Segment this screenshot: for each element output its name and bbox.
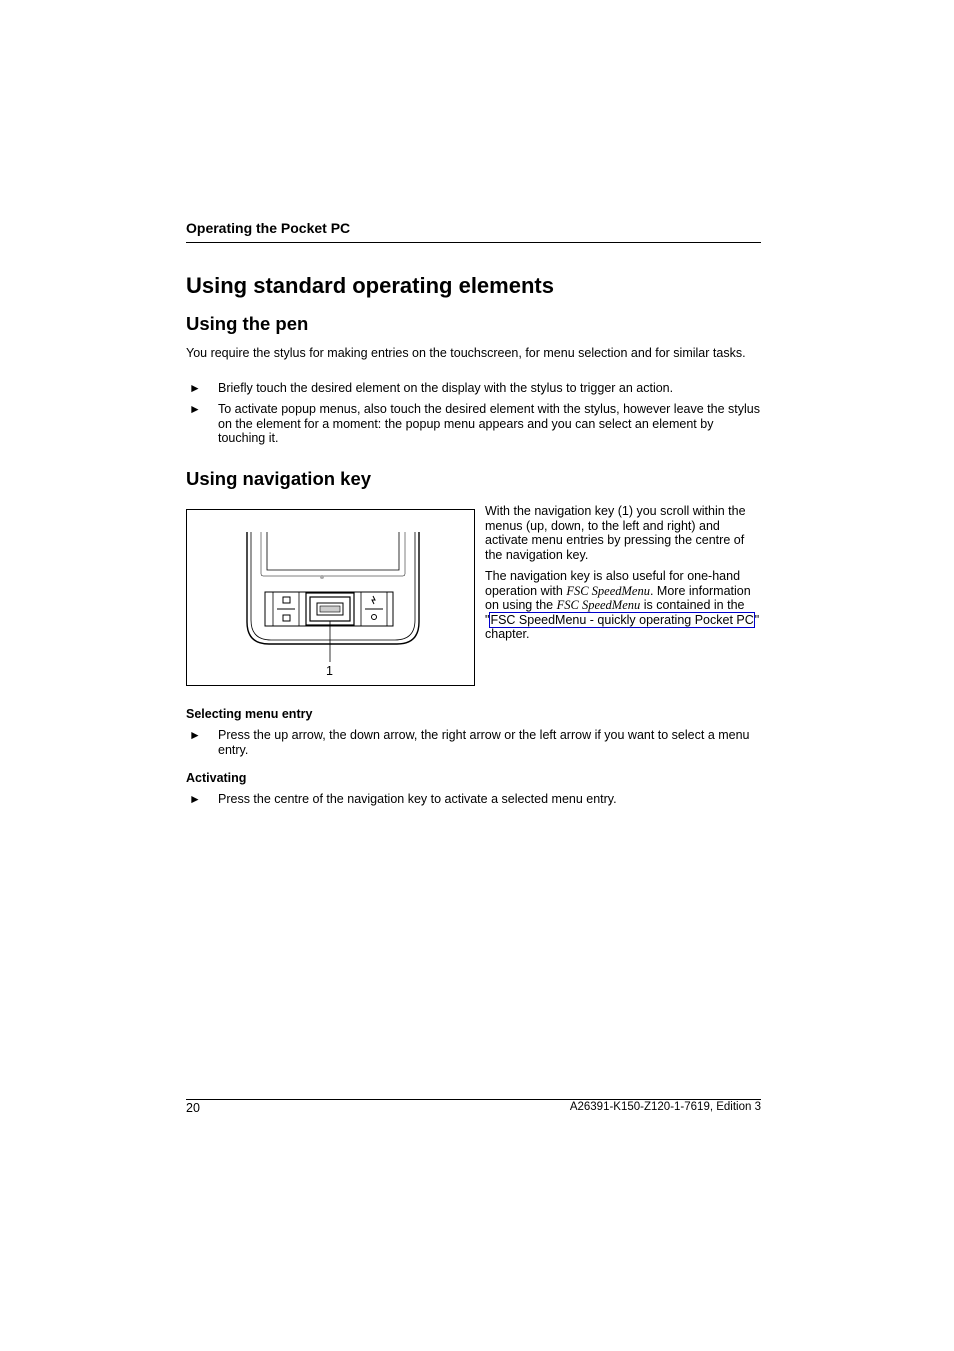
navigation-key-figure <box>186 509 475 686</box>
chapter-link[interactable]: FSC SpeedMenu - quickly operating Pocket PC <box>490 612 754 627</box>
section-heading-nav: Using navigation key <box>186 468 372 489</box>
pen-bullet-1: Briefly touch the desired element on the display with the stylus to trigger an action. <box>218 381 674 395</box>
pen-bullet-2: To activate popup menus, also touch the desired element with the stylus, however leave the stylus on the element for a moment: the popup menu appears and you can select an element by touching it. <box>218 402 760 446</box>
product-name: FSC SpeedMenu <box>566 583 650 598</box>
selecting-bullet: Press the up arrow, the down arrow, the right arrow or the left arrow if you want to select a menu entry. <box>218 728 750 757</box>
activating-bullet: Press the centre of the navigation key to activate a selected menu entry. <box>218 792 617 806</box>
header-rule <box>186 242 761 243</box>
figure-callout-label: 1 <box>326 664 333 678</box>
document-id: A26391-K150-Z120-1-7619, Edition 3 <box>569 1101 761 1113</box>
subheading-activating: Activating <box>186 771 247 785</box>
section-heading-pen: Using the pen <box>186 313 309 334</box>
bullet-marker: ► <box>189 792 201 806</box>
product-name: FSC SpeedMenu <box>556 598 641 613</box>
page-number: 20 <box>186 1101 200 1115</box>
bullet-marker: ► <box>189 402 201 416</box>
bullet-marker: ► <box>189 381 201 395</box>
page-title: Using standard operating elements <box>186 273 554 298</box>
bullet-marker: ► <box>189 728 201 742</box>
device-illustration <box>187 510 474 685</box>
running-header: Operating the Pocket PC <box>186 220 351 236</box>
footer-rule <box>186 1099 761 1100</box>
pen-intro: You require the stylus for making entries on the touchscreen, for menu selection and for similar tasks. <box>186 346 746 360</box>
nav-paragraph-1: With the navigation key (1) you scroll within the menus (up, down, to the left and right) and activate menu entries by pressing the centre of the navigation key. <box>485 504 746 562</box>
nav-paragraph-2: The navigation key is also useful for one-hand operation with FSC SpeedMenu. More information on using the FSC SpeedMenu is contained in the "FSC SpeedMenu - quickly operating Pocket PC" chapter. <box>485 569 760 642</box>
subheading-selecting: Selecting menu entry <box>186 707 313 721</box>
